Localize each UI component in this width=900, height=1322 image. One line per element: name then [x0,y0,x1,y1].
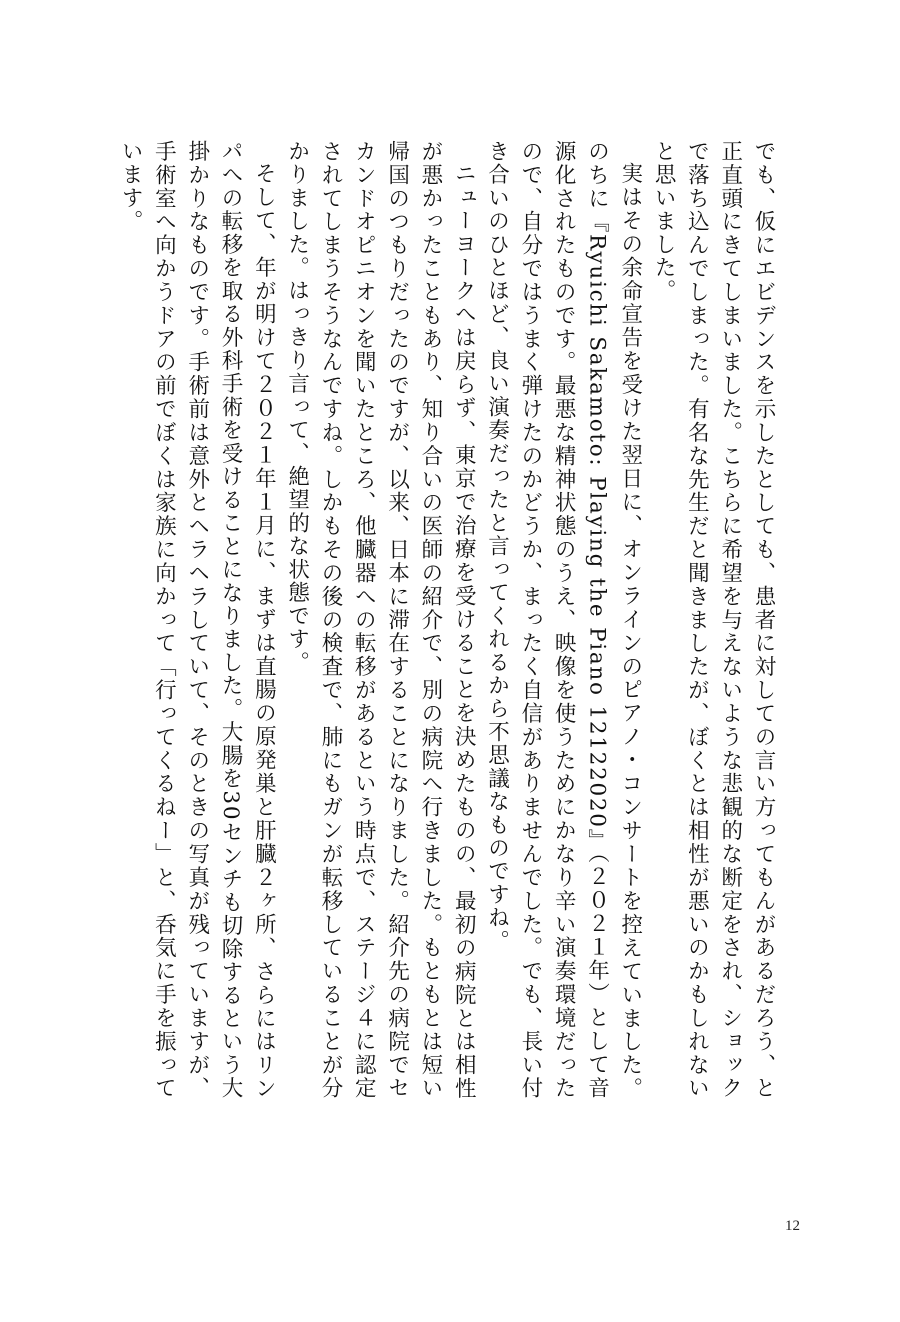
paragraph-3: ニューヨークへは戻らず、東京で治療を受けることを決めたものの、最初の病院とは相性が悪かったこともあり、知り合いの医師の紹介で、別の病院へ行きました。もともとは短い帰国のつもりだったのですが、以来、日本に滞在することになりました。紹介先の病院でセカンドオピニオンを聞いたところ、他臓器への転移があるという時点で、ステージ４に認定されてしまうそうなんですね。しかもその後の検査で、肺にもガンが転移していることが分かりました。はっきり言って、絶望的な状態です。 [284,140,477,1100]
paragraph-2: 実はその余命宣告を受けた翌日に、オンラインのピアノ・コンサートを控えていました。のちに『Ryuichi Sakamoto: Playing the Piano 12122020』（２０２１年）として音源化されたものです。最悪な精神状態のうえ、映像を使うためにかなり辛い演奏環境だったので、自分ではうまく弾けたのかどうか、まったく自信がありませんでした。でも、長い付き合いのひとほど、良い演奏だったと言ってくれるから不思議なものですね。 [484,140,643,1100]
paragraph-1: でも、仮にエビデンスを示したとしても、患者に対しての言い方ってもんがあるだろう、と正直頭にきてしまいました。こちらに希望を与えないような悲観的な断定をされ、ショックで落ち込んでしまった。有名な先生だと聞きましたが、ぼくとは相性が悪いのかもしれないと思いました。 [651,140,776,1100]
paragraph-4: そして、年が明けて２０２１年１月に、まずは直腸の原発巣と肝臓２ヶ所、さらにはリンパへの転移を取る外科手術を受けることになりました。大腸を30センチも切除するという大掛かりなものです。手術前は意外とヘラヘラしていて、そのときの写真が残っていますが、手術室へ向かうドアの前でぼくは家族に向かって「行ってくるねー」と、呑気に手を振っています。 [118,140,277,1100]
vertical-text-body [80,140,780,1100]
page-number: 12 [785,1218,800,1234]
